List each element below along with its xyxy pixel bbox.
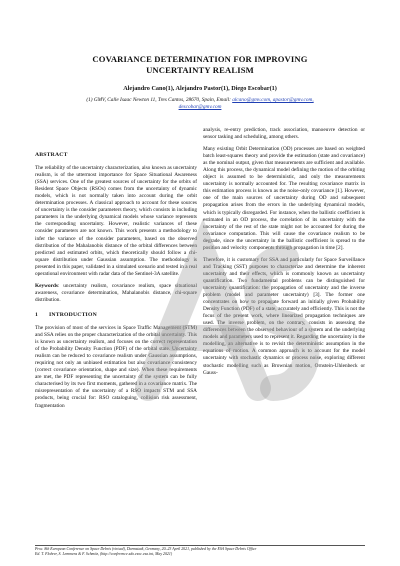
introduction-text: The provision of most of the services in Space Traffic Management (STM) and SSA relies on the proper characterization of the orbital uncertainty. This is known as uncertainty realism, and focuses on the correct representation of the Probability Density Function (PDF) of the orbital state. Uncertainty realism can be reduced to covariance realism under Gaussian assumptions, requiring not only an unbiased estimation but also covariance consistency (correct covariance orientation, shape and size). When these requirements are met, the PDF representing the uncertainty of the system can be fully characterised by its two first moments, gathered in a covariance matrix. The misrepresentation of the uncertainty of a RSO impacts STM and SSA products, being crucial for: RSO cataloguing, collision risk assessment, fragmentation [35,324,197,409]
affiliation-text: (1) GMV, Calle Isaac Newton 11, Tres Cantos, 28670, Spain, Email: [86,97,231,103]
footer-divider [35,545,365,546]
keywords-label: Keywords [35,282,58,289]
affiliation [46,97,354,111]
section-title: INTRODUCTION [49,311,97,318]
keywords-paragraph [35,283,197,304]
abstract-heading: ABSTRACT [35,152,68,158]
email-links-2[interactable]: descobar@gmv.com [178,104,222,110]
right-paragraph-3: Therefore, it is customary for SSA and particularly for Space Surveillance and Tracking (SST) purposes to characterize and determine the inherent uncertainty and their effects, which is commonly known as uncertainty quantification. Two fundamental problems can be distinguished for uncertainty quantification: the propagation of uncertainty and the inverse problem (model and parameter uncertainty) [3]. The former one concentrates on how to propagate forward an initially given Probability Density Function (PDF) of a state, accurately and efficiently. This is not the focus of the present work, where linearized propagation techniques are used. The inverse problem, on the contrary, consists in assessing the differences between the observed behaviour of a system and the underlying models and parameters used to represent it. Regarding the uncertainty in the modelling, an alternative is to revisit the deterministic assumption in the equations of motion. A common approach is to account for the model uncertainty with stochastic dynamics or process noise, exploring different stochastic modelling such as Brownian motion, Ornstein-Uhlenbeck or Gauss- [203,256,365,376]
author-list: Alejandro Cano(1), Alejandro Pastor(1), Diego Escobar(1) [123,85,277,92]
footer-line-2: Ed. T. Flohrer, S. Lemmens & F. Schmitz, (http://conference.sdo.esoc.esa.int, May 2021) [35,552,173,557]
right-paragraph-1: analysis, re-entry prediction, track association, manoeuvre detection or sensor tasking and scheduling, among others. [203,127,365,141]
introduction-heading [35,312,197,319]
abstract-text: The reliability of the uncertainty characterization, also known as uncertainty realism, is of the uttermost importance for Space Situational Awareness (SSA) services. One of the greatest sources of uncertainty for the orbits of Resident Space Objects (RSOs) comes from the uncertainty of dynamic models, which is not normally taken into account during the orbit determination processes. A classical approach to account for these sources of uncertainty is the consider parameters theory, which consists in including parameters in the underlying dynamical models whose variance represents the corresponding uncertainty. However, realistic variances of these consider parameters are not known. This work presents a methodology to infer the variance of the consider parameters, based on the observed distribution of the Mahalanobis distance of the orbital differences between predicted and estimated orbits, which theoretically should follow a chi-square distribution under Gaussian assumption. The methodology is presented in this paper, validated in a simulated scenario and tested in a real operational environment with radar data of the Sentinel-3A satellite. [35,165,197,277]
section-number: 1 [35,311,39,318]
title-line-2: UNCERTAINTY REALISM [146,64,254,75]
footer-line-1: Proc. 8th European Conference on Space Debris (virtual), Darmstadt, Germany, 20–23 April 2021, published by the ESA Space Debris Office [35,547,257,551]
title-line-1: COVARIANCE DETERMINATION FOR IMPROVING [92,54,308,64]
right-paragraph-2: Many existing Orbit Determination (OD) processes are based on weighted batch least-squares theory and provide the estimation (state and covariance) as the nominal output, given that measurements are sufficient and available. Along this process, the dynamical model defining the motion of the orbiting object is assumed to be deterministic, and only the measurements uncertainty is normally accounted for. The resulting covariance matrix in this estimation process is known as the noise-only covariance [1]. However, one of the main sources of uncertainty during OD and subsequent propagation arises from the errors in the underlying dynamical models, which is typically disregarded. For instance, when the ballistic coefficient is estimated in an OD process, the correlation of its uncertainty with the uncertainty of the rest of the state might not be accounted for during the covariance computation. This will cause the covariance realism to be degrade, since the uncertainty in the ballistic coefficient is spread to the position and velocity components through propagation in time [2]. [203,146,365,251]
paper-title [30,54,370,75]
keywords-text: : uncertainty realism, covariance realism, space situational awareness, covariance determination, Mahalanobis distance, chi-square distribution. [35,282,197,303]
right-column [203,127,365,382]
email-links-1[interactable]: alcano@gmv.com, apastor@gmv.com, [232,97,314,103]
page-footer [35,547,365,557]
left-column [35,152,197,415]
